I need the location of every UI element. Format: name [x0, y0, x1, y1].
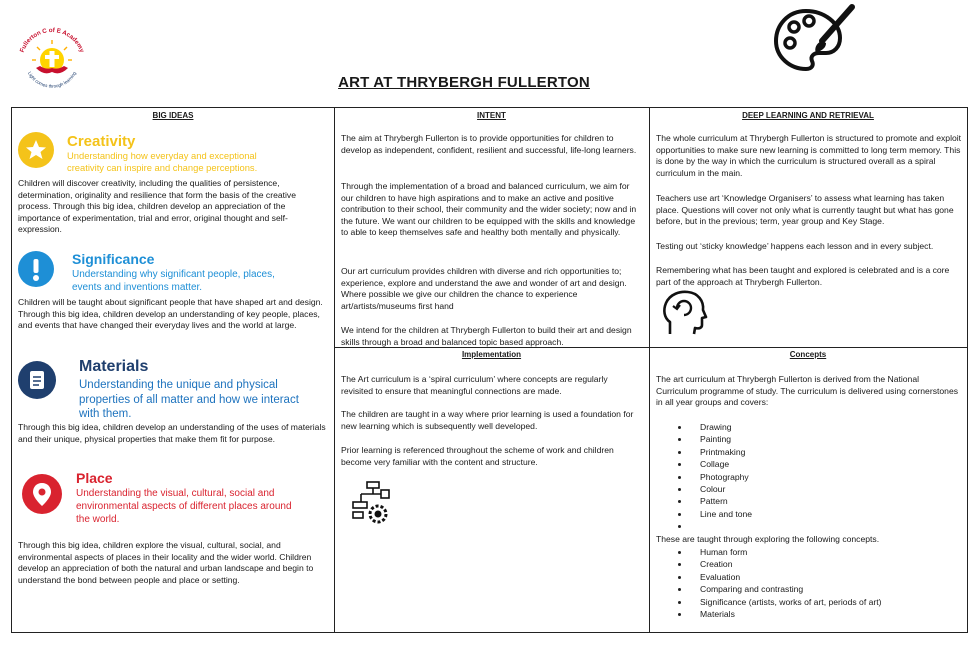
list-item: Line and tone [656, 508, 752, 520]
column-divider [649, 108, 650, 632]
concepts-list-covers [656, 421, 752, 533]
list-item: Printmaking [656, 446, 752, 458]
intent-paragraph-3: Our art curriculum provides children with diverse and rich opportunities to; experience, explore and understand the awe and wonder of art and design. Where possible we give our children the chance to experience art/artists/museums first hand [341, 266, 627, 311]
list-item: Photography [656, 471, 752, 483]
head-recall-icon [660, 288, 708, 338]
book-icon [18, 361, 56, 399]
materials-body: Through this big idea, children develop an understanding of the uses of materials and their unique, physical properties that make them fit for purpose. [18, 422, 326, 444]
implementation-paragraph-3: Prior learning is referenced throughout the scheme of work and children become very familiar with the content and structure. [341, 445, 614, 467]
intent-heading: INTENT [477, 111, 506, 120]
list-item: Human form [656, 546, 882, 558]
concepts-mid-text: These are taught through exploring the following concepts. [656, 534, 880, 544]
big-ideas-heading: BIG IDEAS [152, 111, 194, 120]
list-item: Creation [656, 558, 882, 570]
list-item: Materials [656, 608, 882, 620]
palette-brush-icon [772, 3, 856, 75]
list-item: Pattern [656, 495, 752, 507]
place-title: Place [76, 470, 113, 486]
list-item: Painting [656, 433, 752, 445]
deep-learning-heading: DEEP LEARNING AND RETRIEVAL [742, 111, 874, 120]
list-item: Colour [656, 483, 752, 495]
creativity-subtitle: Understanding how everyday and exceptional creativity can inspire and change perceptions. [67, 150, 258, 173]
logo-motto-text: Light comes through learning [26, 70, 78, 88]
curriculum-table [11, 107, 968, 633]
list-item: Drawing [656, 421, 752, 433]
deep-learning-paragraph-1: The whole curriculum at Thrybergh Fullerton is structured to promote and exploit opportunities to make sure new learning is committed to long term memory. This is done by the way in which the curriculum is structured overall as a spiral curriculum in the main. [656, 133, 962, 178]
intent-paragraph-4: We intend for the children at Thrybergh Fullerton to build their art and design skills through a broad and balanced topic based approach. [341, 325, 632, 347]
concepts-intro: The art curriculum at Thrybergh Fullerton is derived from the National Curriculum programme of study. The curriculum is delivered using cornerstones in all year groups and covers: [656, 374, 959, 408]
place-subtitle: Understanding the visual, cultural, social and environmental aspects of different places around the world. [76, 488, 292, 525]
deep-learning-paragraph-4: Remembering what has been taught and explored is celebrated and is a core part of the approach at Thrybergh Fullerton. [656, 265, 950, 287]
significance-body: Children will be taught about significant people that have shaped art and design. Through this big idea, children develop an understanding of key people, places, and events that have changed their everyday lives and the world at large. [18, 297, 323, 331]
page-title: ART AT THRYBERGH FULLERTON [338, 74, 590, 91]
logo-top-text: Fullerton C of E Academy [18, 26, 86, 54]
creativity-body: Children will discover creativity, including the qualities of persistence, determination, originality and resilience that form the basis of the creative process. Through this big idea, children develop an appreciation of the importance of experimentation, trial and error, original thought and self-expression. [18, 178, 297, 235]
list-item [656, 520, 752, 532]
significance-subtitle: Understanding why significant people, places, events and inventions matter. [72, 269, 275, 293]
column-divider [334, 108, 335, 632]
implementation-paragraph-1: The Art curriculum is a ‘spiral curriculum’ where concepts are regularly revisited to ensure that meaningful connections are made. [341, 374, 608, 396]
intent-paragraph-2: Through the implementation of a broad and balanced curriculum, we aim for our children to have high aspirations and to make an active and positive contribution to their school, their community and the wider society; now and in the future. We want our children to be equipped with the skills and knowledge to able to keep themselves safe and healthy both mentally and physically. [341, 181, 637, 238]
deep-learning-paragraph-3: Testing out ‘sticky knowledge’ happens each lesson and in every subject. [656, 241, 934, 251]
list-item: Significance (artists, works of art, periods of art) [656, 596, 882, 608]
list-item: Comparing and contrasting [656, 583, 882, 595]
place-body: Through this big idea, children explore the visual, cultural, social, and environmental aspects of places in their locality and the wider world. Children develop an appreciation of both the natural and urban landscape and begin to understand the bond between people and place or setting. [18, 540, 314, 585]
deep-learning-paragraph-2: Teachers use art ‘Knowledge Organisers’ to assess what learning has taken place. Questions will cover not only what is currently taught but what has gone before, but in the previous; term, year group and Key Stage. [656, 193, 954, 227]
materials-title: Materials [79, 358, 149, 375]
list-item: Collage [656, 458, 752, 470]
implementation-heading: Implementation [461, 350, 522, 359]
significance-title: Significance [72, 251, 155, 267]
star-icon [18, 132, 54, 168]
concepts-list-explored [656, 546, 882, 620]
intent-paragraph-1: The aim at Thrybergh Fullerton is to provide opportunities for children to develop as independent, confident, resilient and successful, life-long learners. [341, 133, 637, 155]
list-item: Evaluation [656, 571, 882, 583]
creativity-title: Creativity [67, 133, 136, 150]
implementation-paragraph-2: The children are taught in a way where prior learning is used a foundation for new learning which is subsequently well developed. [341, 409, 634, 431]
location-pin-icon [22, 474, 62, 514]
concepts-heading: Concepts [789, 350, 827, 359]
exclamation-icon [18, 251, 54, 287]
process-gears-icon [349, 480, 391, 528]
materials-subtitle: Understanding the unique and physical properties of all matter and how we interact with them. [79, 379, 299, 420]
